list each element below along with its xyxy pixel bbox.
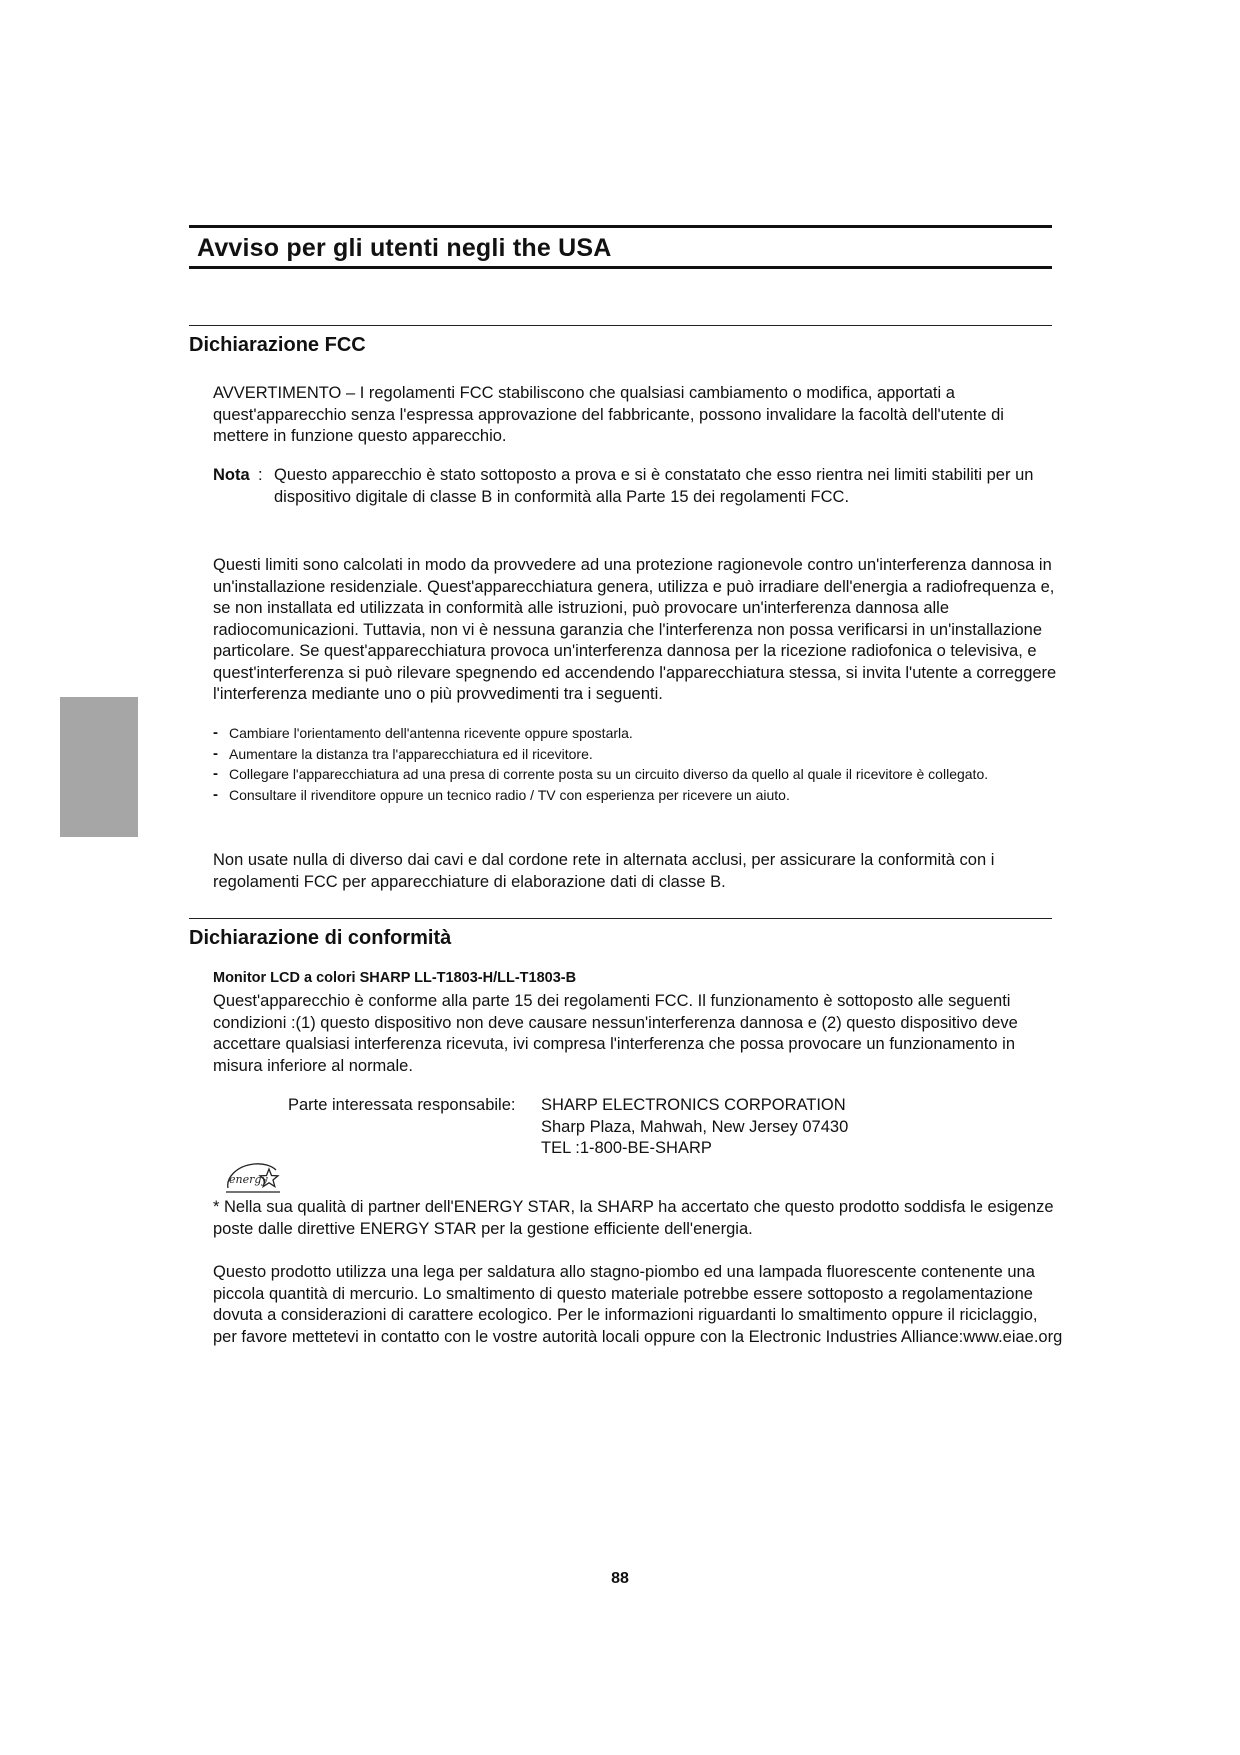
energy-star-note: * Nella sua qualità di partner dell'ENERGY STAR, la SHARP ha accertato che questo prodotto soddisfa le esigenze poste dalle direttive ENERGY STAR per la gestione efficiente dell'energia. [213,1198,1054,1238]
company-address: Sharp Plaza, Mahwah, New Jersey 07430 [541,1117,849,1136]
company-name: SHARP ELECTRONICS CORPORATION [541,1096,846,1114]
page-title-bar [189,225,1052,269]
note-colon: : [258,466,263,484]
conformity-section-divider [189,918,1052,919]
list-item [213,785,1063,806]
conformity-body: Quest'apparecchio è conforme alla parte 15 dei regolamenti FCC. Il funzionamento è sottoposto alle seguenti condizioni :(1) questo dispositivo non deve causare nessun'interferenza dannosa e (2) questo dispositivo deve accettare qualsiasi interferenza ricevuta, ivi compresa l'interferenza che possa provocare un funzionamento in misura inferiore al normale. [213,992,1018,1075]
fcc-limits-paragraph: Questi limiti sono calcolati in modo da provvedere ad una protezione ragionevole contro un'interferenza dannosa in un'installazione residenziale. Quest'apparecchiatura genera, utilizza e può irradiare dell'energia a radiofrequenza e, se non installata ed utilizzata in conformità alle istruzioni, può provocare un'interferenza dannosa alle radiocomunicazioni. Tuttavia, non vi è nessuna garanzia che l'interferenza non possa verificarsi in un'installazione particolare. Se quest'apparecchiatura provoca un'interferenza dannosa per la ricezione radiofonica o televisiva, e quest'interferenza si può rilevare spegnendo ed accendendo l'apparecchiatura stessa, si invita l'utente a correggere l'interferenza mediante uno o più provvedimenti tra i seguenti. [213,556,1057,703]
list-item [213,744,1063,765]
note-text: Questo apparecchio è stato sottoposto a prova e si è constatato che esso rientra nei limiti stabiliti per un dispositivo digitale di classe B in conformità alla Parte 15 dei regolamenti FCC. [274,466,1034,506]
list-item-text: Collegare l'apparecchiatura ad una presa di corrente posta su un circuito diverso da quello al quale il ricevitore è collegato. [229,766,989,782]
fcc-cables-paragraph: Non usate nulla di diverso dai cavi e dal cordone rete in alternata acclusi, per assicurare la conformità con i regolamenti FCC per apparecchiature di elaborazione dati di classe B. [213,851,995,891]
responsible-label: Parte interessata responsabile: [288,1096,516,1114]
list-item-text: Consultare il rivenditore oppure un tecnico radio / TV con esperienza per ricevere un aiuto. [229,786,790,803]
fcc-heading: Dichiarazione FCC [189,334,366,356]
energy-star-logo-icon [224,1158,282,1196]
page-number: 88 [611,1570,629,1587]
company-phone: TEL :1-800-BE-SHARP [541,1139,712,1157]
list-item-text: Cambiare l'orientamento dell'antenna ricevente oppure spostarla. [229,725,633,741]
page-title: Avviso per gli utenti negli the USA [197,234,612,262]
fcc-section-divider [189,325,1052,326]
list-item [213,764,1063,785]
list-dash: - [213,724,218,741]
list-dash: - [213,785,218,803]
model-line: Monitor LCD a colori SHARP LL-T1803-H/LL-T1803-B [213,970,577,986]
note-label: Nota [213,466,250,484]
list-dash: - [213,765,218,782]
fcc-remedy-list [213,723,1063,805]
language-side-tab [60,697,138,837]
energy-logo-text: energy [229,1173,268,1186]
fcc-warning-paragraph: AVVERTIMENTO – I regolamenti FCC stabiliscono che qualsiasi cambiamento o modifica, apportati a quest'apparecchio senza l'espressa approvazione del fabbricante, possono invalidare la facoltà dell'utente di mettere in funzione questo apparecchio. [213,384,1004,445]
list-dash: - [213,744,218,762]
conformity-heading: Dichiarazione di conformità [189,927,452,949]
mercury-note: Questo prodotto utilizza una lega per saldatura allo stagno-piombo ed una lampada fluorescente contenente una piccola quantità di mercurio. Lo smaltimento di questo materiale potrebbe essere sottoposto a regolamentazione dovuta a considerazioni di carattere ecologico. Per le informazioni riguardanti lo smaltimento oppure il riciclaggio, per favore mettetevi in contatto con le vostre autorità locali oppure con la Electronic Industries Alliance:www.eiae.org [213,1263,1063,1346]
responsible-party [541,1095,848,1160]
list-item [213,723,1063,744]
list-item-text: Aumentare la distanza tra l'apparecchiatura ed il ricevitore. [229,745,593,762]
